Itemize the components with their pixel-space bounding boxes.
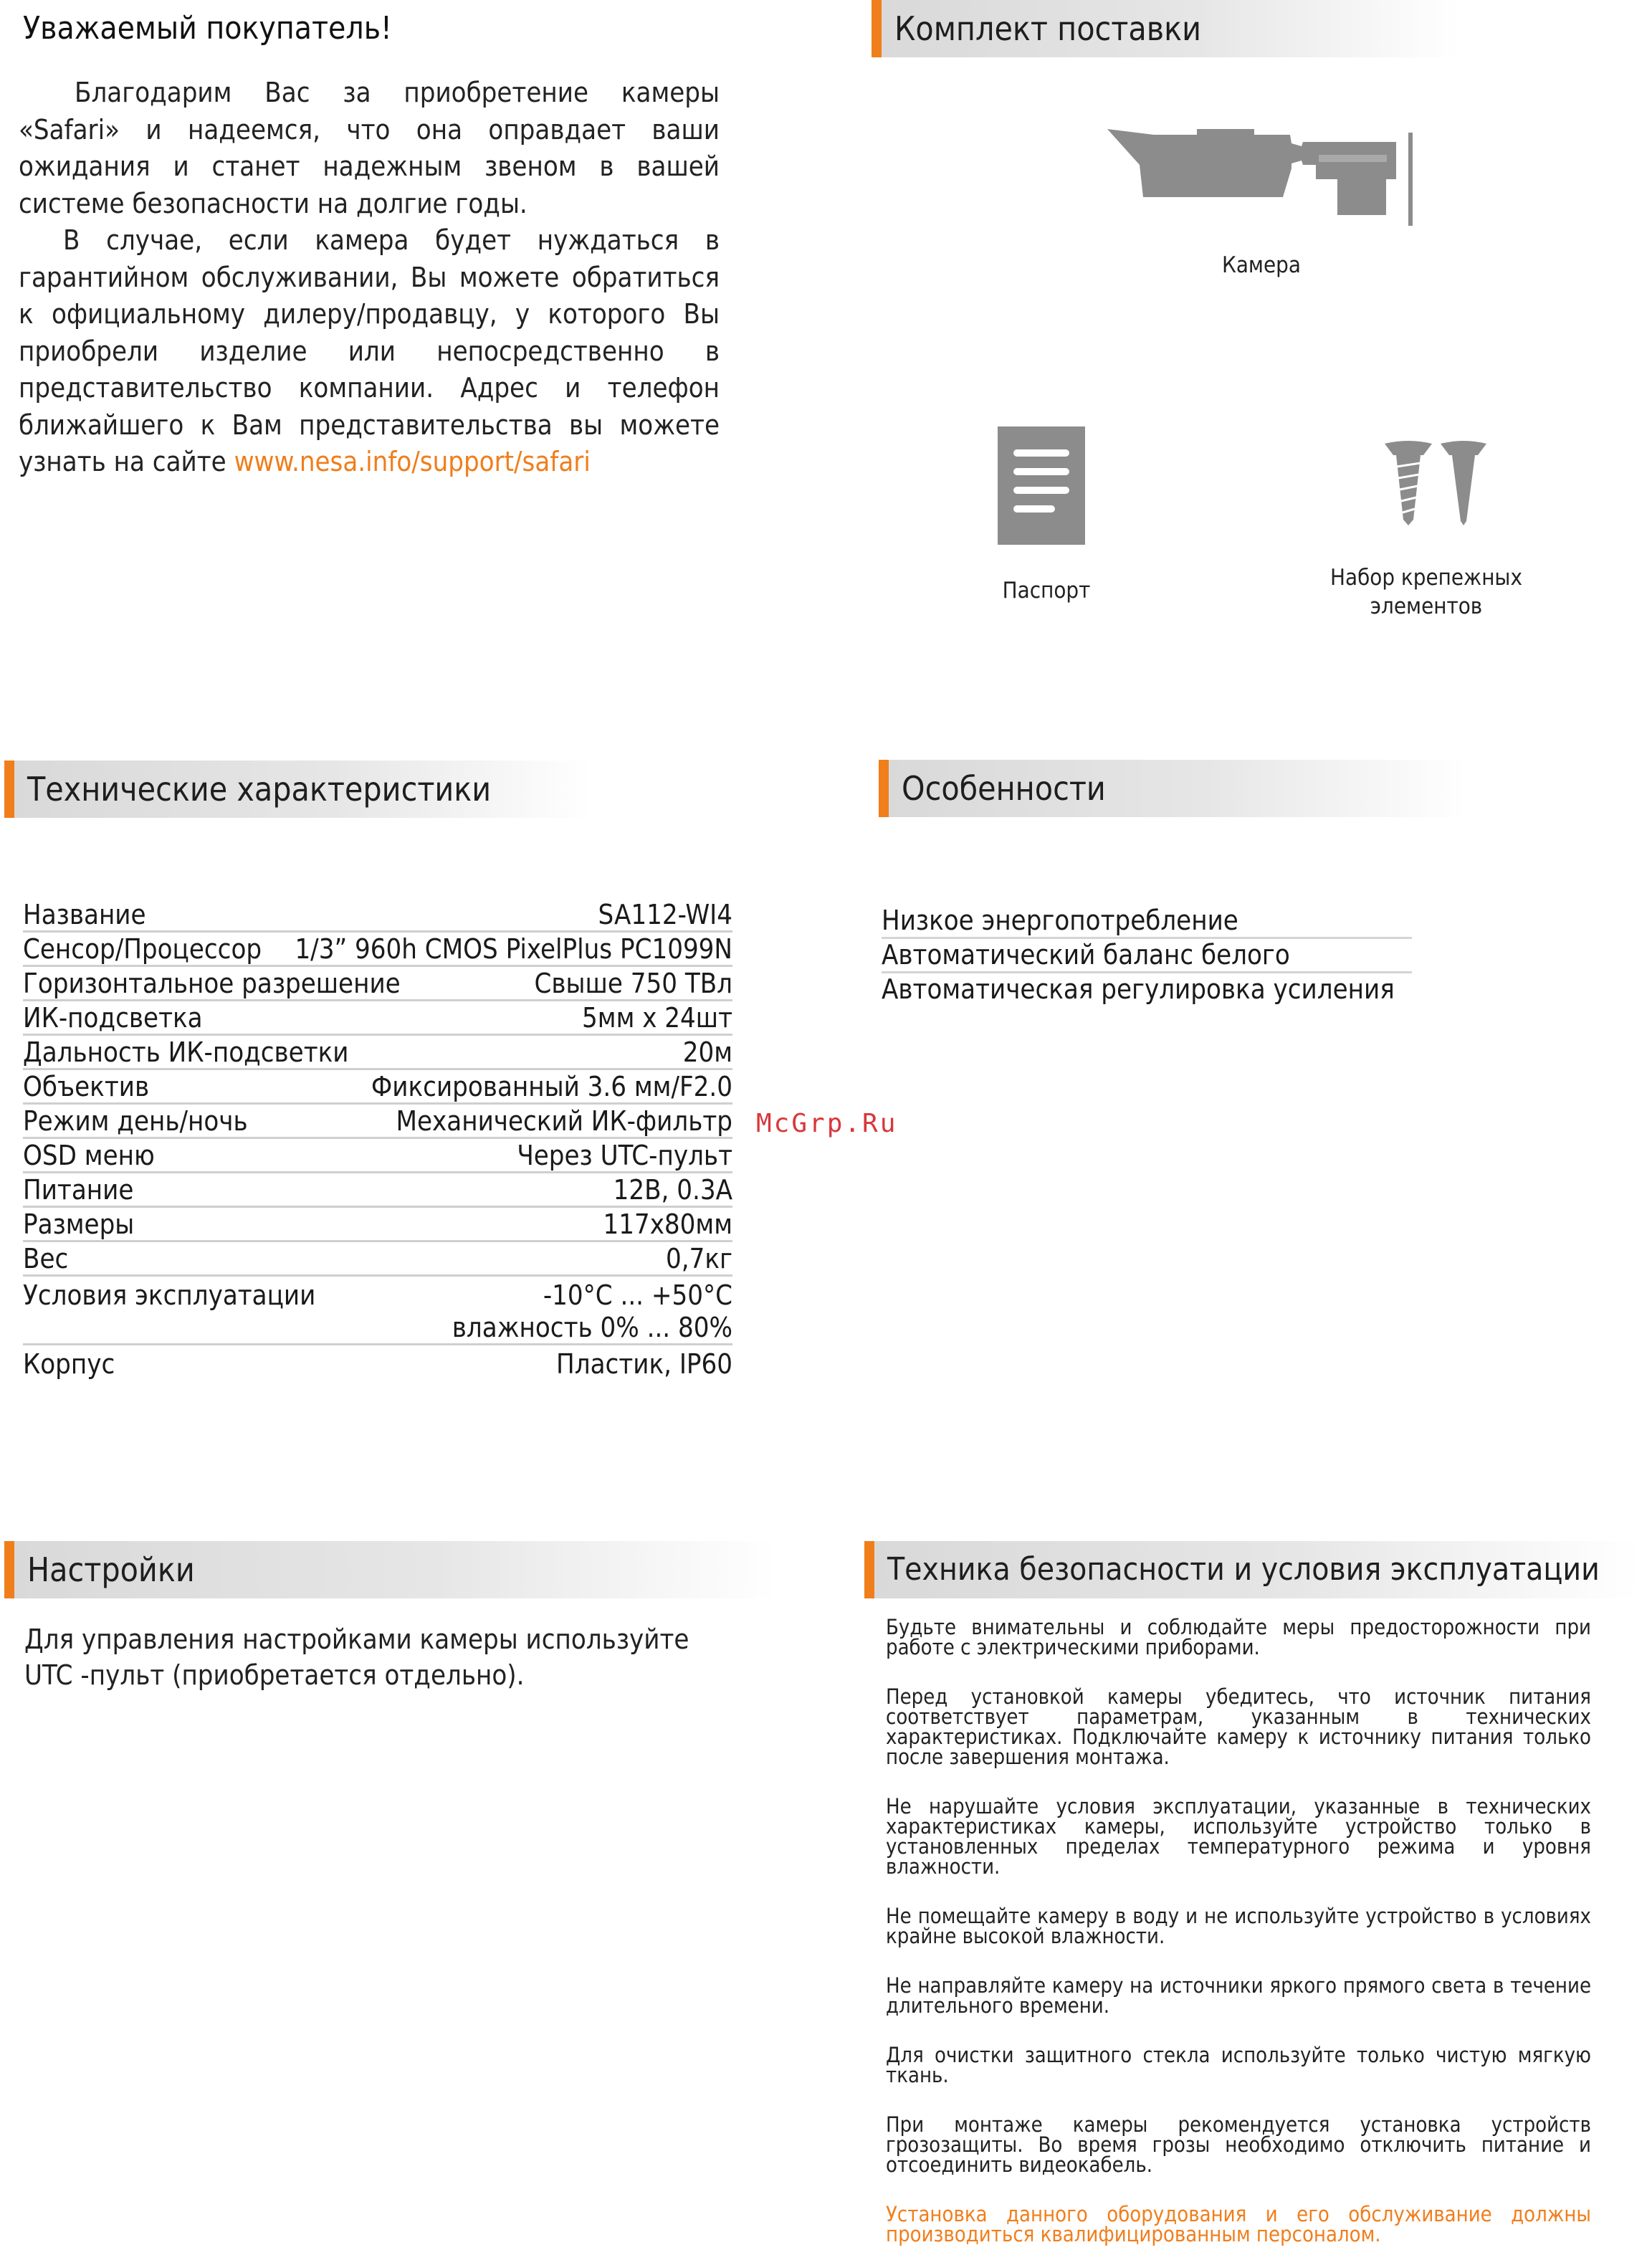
- settings-text: Для управления настройками камеры используйте UTC -пульт (приобретается отдельно).: [24, 1624, 689, 1691]
- spec-name: Питание: [23, 1174, 134, 1206]
- safety-text: [886, 1617, 1591, 2244]
- settings-title: Настройки: [27, 1550, 195, 1589]
- support-link[interactable]: www.nesa.info/support/safari: [234, 446, 591, 477]
- spec-row: [23, 1173, 732, 1208]
- greeting-title: Уважаемый покупатель!: [23, 10, 392, 47]
- spec-name: Условия эксплуатации: [23, 1279, 316, 1311]
- spec-row: [23, 1001, 732, 1036]
- spec-value: -10°С ... +50°С: [543, 1279, 732, 1311]
- spec-name: Сенсор/Процессор: [23, 933, 262, 965]
- spec-name: Название: [23, 899, 146, 930]
- spec-row: [23, 1105, 732, 1139]
- spec-row: [23, 1139, 732, 1173]
- watermark: McGrp.Ru: [756, 1109, 898, 1138]
- settings-header: [4, 1541, 778, 1598]
- spec-row: [23, 933, 732, 967]
- spec-row: [23, 1345, 732, 1380]
- safety-paragraph: Будьте внимательны и соблюдайте меры предосторожности при работе с электрическими приборами.: [886, 1615, 1591, 1659]
- greeting-paragraph-1: Благодарим Вас за приобретение камеры «Safari» и надеемся, что она оправдает ваши ожидания и станет надежным звеном в вашей системе безопасности на долгие годы.: [19, 77, 720, 219]
- passport-caption: Паспорт: [1002, 578, 1091, 604]
- specs-table: [23, 898, 732, 1380]
- feature-item: Низкое энергопотребление: [882, 905, 1412, 939]
- feature-item: Автоматический баланс белого: [882, 939, 1412, 973]
- greeting-text: [19, 75, 720, 481]
- features-header: [879, 760, 1466, 817]
- package-header: [872, 0, 1459, 57]
- document-icon: [998, 426, 1085, 545]
- screws-icon: [1383, 441, 1487, 525]
- spec-value: 117х80мм: [603, 1208, 732, 1240]
- spec-value: Механический ИК-фильтр: [396, 1105, 732, 1137]
- safety-paragraph: Для очистки защитного стекла используйте только чистую мягкую ткань.: [886, 2043, 1591, 2087]
- camera-caption: Камера: [1222, 252, 1301, 278]
- safety-paragraph: При монтаже камеры рекомендуется установка устройств грозозащиты. Во время грозы необходимо отключить питание и отсоединить видеокабель.: [886, 2112, 1591, 2177]
- spec-name: Горизонтальное разрешение: [23, 968, 401, 999]
- safety-warning: Установка данного оборудования и его обслуживание должны производиться квалифицированным персоналом.: [886, 2202, 1591, 2246]
- spec-value: Пластик, IP60: [556, 1348, 732, 1380]
- spec-row: [23, 898, 732, 933]
- spec-row: [23, 967, 732, 1001]
- spec-value: влажность 0% ... 80%: [452, 1312, 732, 1343]
- specs-header: [4, 761, 592, 818]
- spec-row: [23, 1036, 732, 1070]
- safety-paragraph: Не помещайте камеру в воду и не используйте устройство в условиях крайне высокой влажности.: [886, 1904, 1591, 1948]
- spec-name: Режим день/ночь: [23, 1105, 248, 1137]
- safety-paragraph: Перед установкой камеры убедитесь, что источник питания соответствует параметрам, указанным в технических характеристиках. Подключайте камеру к источнику питания только после завершения монтажа.: [886, 1684, 1591, 1769]
- camera-icon: [1104, 129, 1426, 229]
- spec-value: 5мм х 24шт: [582, 1002, 732, 1034]
- spec-name: ИК-подсветка: [23, 1002, 203, 1034]
- spec-value: Фиксированный 3.6 мм/F2.0: [371, 1071, 732, 1102]
- spec-value: Свыше 750 ТВл: [534, 968, 732, 999]
- greeting-paragraph-2: [19, 222, 720, 481]
- spec-name: Корпус: [23, 1348, 115, 1380]
- features-list: [882, 905, 1412, 1008]
- safety-paragraph: Не нарушайте условия эксплуатации, указанные в технических характеристиках камеры, используйте устройство только в установленных пределах температурного режима и уровня влажности.: [886, 1794, 1591, 1879]
- spec-row: [23, 1277, 732, 1311]
- spec-name: OSD меню: [23, 1140, 155, 1171]
- spec-name: Дальность ИК-подсветки: [23, 1036, 349, 1068]
- spec-row: [23, 1311, 732, 1345]
- spec-row: [23, 1208, 732, 1242]
- spec-name: Объектив: [23, 1071, 150, 1102]
- feature-item: Автоматическая регулировка усиления: [882, 973, 1395, 1005]
- spec-value: 1/3” 960h CMOS PixelPlus PC1099N: [295, 933, 732, 965]
- package-title: Комплект поставки: [894, 9, 1202, 48]
- greeting-paragraph-2-text: В случае, если камера будет нуждаться в гарантийном обслуживании, Вы можете обратиться к официальному дилеру/продавцу, у которого Вы приобрели изделие или непосредственно в представительство компании. Адрес и телефон ближайшего к Вам представительства вы можете узнать на сайте: [19, 224, 720, 477]
- safety-title: Техника безопасности и условия эксплуатации: [887, 1551, 1600, 1588]
- spec-value: 20м: [682, 1036, 732, 1068]
- fasteners-caption: [1319, 563, 1534, 621]
- spec-value: 0,7кг: [666, 1243, 732, 1274]
- safety-paragraph: Не направляйте камеру на источники яркого прямого света в течение длительного времени.: [886, 1973, 1591, 2018]
- spec-row: [23, 1242, 732, 1277]
- features-title: Особенности: [902, 769, 1106, 808]
- spec-value: 12В, 0.3А: [613, 1174, 732, 1206]
- spec-name: Вес: [23, 1243, 69, 1274]
- spec-name: Размеры: [23, 1208, 135, 1240]
- spec-value: Через UTC-пульт: [517, 1140, 732, 1171]
- fasteners-caption-line-2: элементов: [1370, 593, 1483, 619]
- fasteners-caption-line-1: Набор крепежных: [1330, 565, 1522, 591]
- spec-row: [23, 1070, 732, 1105]
- spec-value: SA112-WI4: [598, 899, 732, 930]
- specs-title: Технические характеристики: [27, 770, 492, 809]
- safety-header: [864, 1541, 1638, 1598]
